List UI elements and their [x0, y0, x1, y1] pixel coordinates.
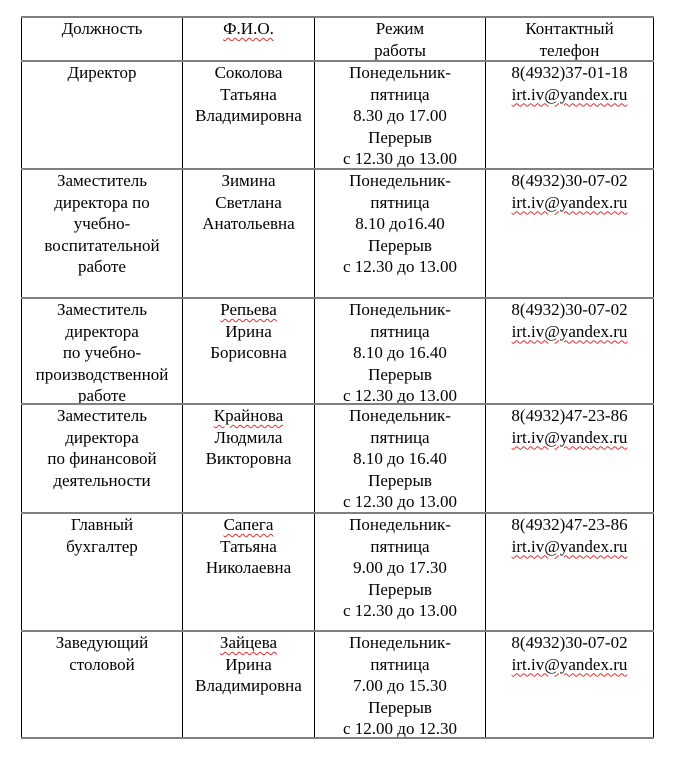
cell-text-line: Главный: [70, 515, 134, 534]
email-address[interactable]: irt.iv@yandex.ru: [511, 321, 628, 341]
staff-contacts-table: [21, 16, 654, 739]
contact-cell: [485, 299, 654, 403]
cell-text-line: [183, 18, 314, 40]
contact-cell: [485, 62, 654, 168]
contact-cell: [485, 170, 654, 297]
cell-text-line: пятница: [370, 321, 430, 341]
name-cell: [182, 514, 314, 630]
cell-text-line: 8.10 до 16.40: [353, 449, 447, 468]
header-position-cell: [21, 18, 182, 60]
position-cell: [21, 170, 182, 297]
table-row: [21, 168, 654, 297]
name-cell: [182, 62, 314, 168]
position-cell: [21, 514, 182, 630]
cell-text-line: производственной: [35, 364, 169, 384]
schedule-cell: [314, 299, 485, 403]
cell-text-line: Соколова: [214, 63, 283, 82]
cell-text-line: Заместитель: [56, 171, 148, 190]
schedule-cell: [314, 632, 485, 737]
cell-text-line: Татьяна: [220, 84, 277, 104]
cell-text-line: пятница: [370, 192, 430, 212]
position-cell: [21, 405, 182, 512]
name-cell: [182, 405, 314, 512]
email-address-line: [486, 192, 653, 214]
table-row: [21, 297, 654, 403]
phone-number: 8(4932)30-07-02: [511, 633, 628, 652]
cell-text-line: Режим: [375, 19, 425, 38]
cell-text-line: Перерыв: [368, 697, 432, 717]
spellcheck-underlined-text: Ф.И.О.: [223, 19, 274, 38]
table-row: [21, 630, 654, 739]
name-cell: [182, 632, 314, 737]
cell-text-line: Татьяна: [220, 536, 277, 556]
cell-text-line: воспитательной: [44, 235, 160, 255]
cell-text-line: Ирина: [225, 321, 272, 341]
phone-number: 8(4932)47-23-86: [511, 406, 628, 425]
cell-text-line: Понедельник-: [349, 171, 451, 190]
email-address-line: [486, 84, 653, 106]
cell-text-line: Николаевна: [205, 558, 292, 577]
cell-text-line: с 12.30 до 13.00: [343, 601, 457, 620]
cell-text-line: 9.00 до 17.30: [353, 558, 447, 577]
cell-text-line: Людмила: [214, 427, 283, 447]
email-address[interactable]: irt.iv@yandex.ru: [511, 192, 628, 212]
cell-text-line: телефон: [539, 40, 600, 60]
cell-text-line: Понедельник-: [349, 63, 451, 82]
spellcheck-underlined-text: Зайцева: [219, 633, 278, 652]
cell-text-line: Заместитель: [56, 406, 148, 425]
cell-text-line: Понедельник-: [349, 633, 451, 652]
cell-text-line: Борисовна: [210, 343, 287, 362]
email-address-line: [486, 536, 653, 558]
cell-text-line: учебно-: [73, 214, 131, 233]
spellcheck-underlined-text: Сапега: [223, 515, 274, 534]
contact-cell: [485, 405, 654, 512]
email-address-line: [486, 427, 653, 449]
header-name-cell: [182, 18, 314, 60]
cell-text-line: Должность: [61, 19, 143, 38]
cell-text-line: Владимировна: [195, 676, 302, 695]
cell-text-line: Анатольевна: [202, 214, 295, 233]
cell-text-line: Понедельник-: [349, 515, 451, 534]
cell-text-line: пятница: [370, 84, 430, 104]
cell-text-line: Понедельник-: [349, 406, 451, 425]
cell-text-line: с 12.00 до 12.30: [343, 719, 457, 738]
table-row: [21, 60, 654, 168]
cell-text-line: Перерыв: [368, 127, 432, 147]
email-address-line: [486, 321, 653, 343]
header-contact-cell: [485, 18, 654, 60]
cell-text-line: [183, 405, 314, 427]
spellcheck-underlined-text: Крайнова: [213, 406, 284, 425]
cell-text-line: Перерыв: [368, 364, 432, 384]
schedule-cell: [314, 62, 485, 168]
cell-text-line: пятница: [370, 654, 430, 674]
email-address[interactable]: irt.iv@yandex.ru: [511, 84, 628, 104]
spellcheck-underlined-text: Репьева: [220, 300, 277, 319]
name-cell: [182, 170, 314, 297]
cell-text-line: по учебно-: [62, 343, 142, 362]
email-address[interactable]: irt.iv@yandex.ru: [511, 536, 628, 556]
cell-text-line: директора: [65, 427, 139, 447]
cell-text-line: с 12.30 до 13.00: [343, 492, 457, 511]
schedule-cell: [314, 514, 485, 630]
schedule-cell: [314, 170, 485, 297]
cell-text-line: столовой: [69, 654, 135, 674]
email-address[interactable]: irt.iv@yandex.ru: [511, 654, 628, 674]
name-cell: [182, 299, 314, 403]
cell-text-line: работе: [78, 386, 126, 405]
cell-text-line: Контактный: [525, 19, 614, 38]
email-address-line: [486, 654, 653, 676]
phone-number: 8(4932)30-07-02: [511, 300, 628, 319]
cell-text-line: [183, 632, 314, 654]
cell-text-line: [183, 299, 314, 321]
cell-text-line: 8.10 до 16.40: [353, 343, 447, 362]
table-row: [21, 512, 654, 630]
cell-text-line: Светлана: [215, 192, 282, 212]
position-cell: [21, 299, 182, 403]
cell-text-line: Владимировна: [195, 106, 302, 125]
cell-text-line: Перерыв: [368, 579, 432, 599]
cell-text-line: Ирина: [225, 654, 272, 674]
cell-text-line: Зимина: [221, 171, 276, 190]
contact-cell: [485, 632, 654, 737]
email-address[interactable]: irt.iv@yandex.ru: [511, 427, 628, 447]
cell-text-line: с 12.30 до 13.00: [343, 257, 457, 276]
table-row: [21, 403, 654, 512]
position-cell: [21, 632, 182, 737]
cell-text-line: пятница: [370, 427, 430, 447]
table-header-row: [21, 16, 654, 60]
position-cell: [21, 62, 182, 168]
cell-text-line: Заместитель: [56, 300, 148, 319]
phone-number: 8(4932)37-01-18: [511, 63, 628, 82]
contact-cell: [485, 514, 654, 630]
cell-text-line: работе: [78, 257, 126, 276]
cell-text-line: Викторовна: [205, 449, 292, 468]
cell-text-line: директора: [65, 321, 139, 341]
cell-text-line: Заведующий: [55, 633, 149, 652]
cell-text-line: Перерыв: [368, 470, 432, 490]
cell-text-line: работы: [374, 40, 426, 60]
cell-text-line: 8.30 до 17.00: [353, 106, 447, 125]
cell-text-line: деятельности: [53, 470, 151, 490]
cell-text-line: Перерыв: [368, 235, 432, 255]
cell-text-line: [183, 514, 314, 536]
cell-text-line: по финансовой: [47, 449, 157, 468]
cell-text-line: с 12.30 до 13.00: [343, 149, 457, 168]
cell-text-line: директора по: [54, 192, 150, 212]
cell-text-line: Понедельник-: [349, 300, 451, 319]
cell-text-line: с 12.30 до 13.00: [343, 386, 457, 405]
phone-number: 8(4932)30-07-02: [511, 171, 628, 190]
cell-text-line: бухгалтер: [66, 536, 138, 556]
cell-text-line: 8.10 до16.40: [355, 214, 445, 233]
header-schedule-cell: [314, 18, 485, 60]
cell-text-line: 7.00 до 15.30: [353, 676, 447, 695]
phone-number: 8(4932)47-23-86: [511, 515, 628, 534]
cell-text-line: пятница: [370, 536, 430, 556]
cell-text-line: Директор: [67, 63, 137, 82]
schedule-cell: [314, 405, 485, 512]
